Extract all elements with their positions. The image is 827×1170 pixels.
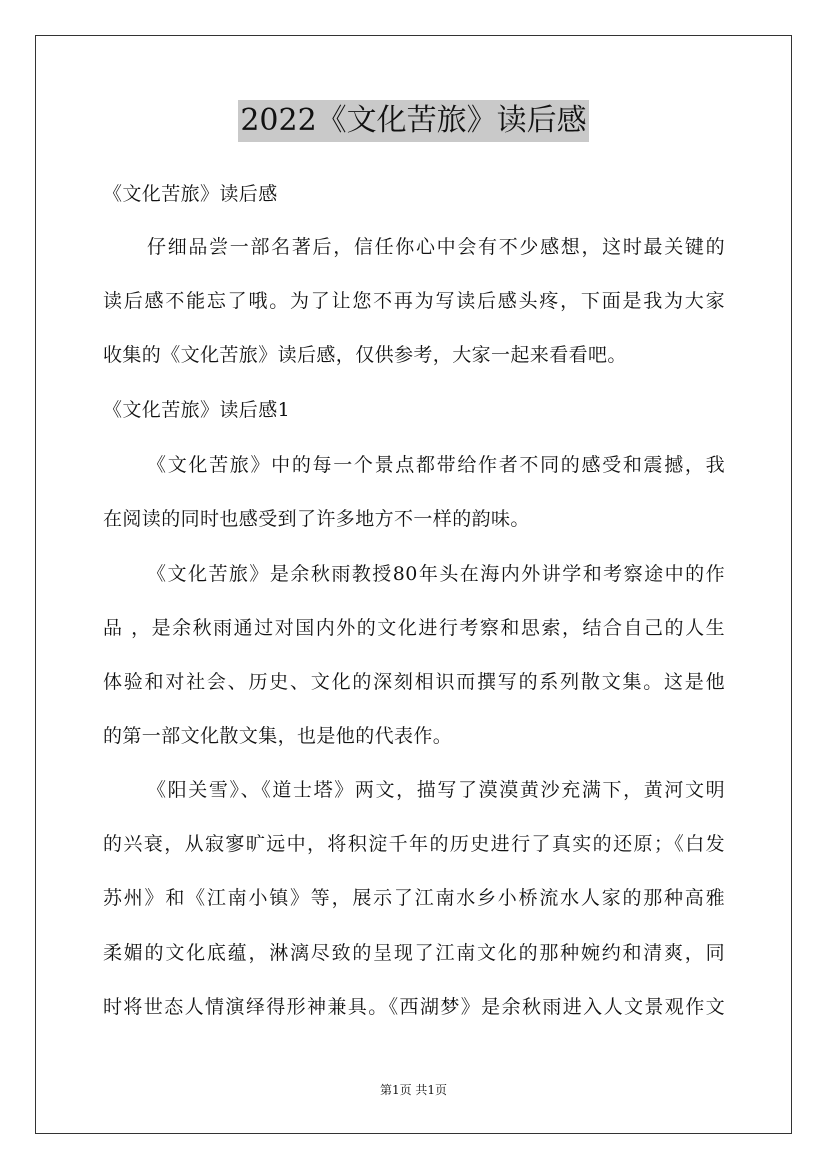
paragraph-line: 仔细品尝一部名著后，信任你心中会有不少感想，这时最关键的 [147,236,725,258]
paragraph-line: 柔媚的文化底蕴，淋漓尽致的呈现了江南文化的那种婉约和清爽，同 [103,942,725,964]
title-wrapper [0,100,827,142]
paragraph-line: 收集的《文化苦旅》读后感，仅供参考，大家一起来看看吧。 [103,344,627,366]
paragraph-line: 体验和对社会、历史、文化的深刻相识而撰写的系列散文集。这是他 [103,671,725,693]
page-number: 第1页 共1页 [379,1083,448,1097]
paragraph-line: 《文化苦旅》中的每一个景点都带给作者不同的感受和震撼，我 [147,454,725,476]
paragraph-line: 《阳关雪》、《道士塔》两文，描写了漠漠黄沙充满下，黄河文明 [147,779,725,801]
paragraph-line: 在阅读的同时也感受到了许多地方不一样的韵味。 [103,508,530,530]
section-heading: 《文化苦旅》读后感1 [103,399,291,421]
paragraph-line: 的兴衰，从寂寥旷远中，将积淀千年的历史进行了真实的还原；《白发 [103,833,725,855]
paragraph-line: 读后感不能忘了哦。为了让您不再为写读后感头疼，下面是我为大家 [103,290,725,312]
paragraph-line: 时将世态人情演绎得形神兼具。《西湖梦》是余秋雨进入人文景观作文 [103,996,725,1018]
paragraph-line: 的第一部文化散文集，也是他的代表作。 [103,725,453,747]
document-title: 2022《文化苦旅》读后感 [238,100,588,142]
paragraph-line: 苏州》和《江南小镇》等，展示了江南水乡小桥流水人家的那种高雅 [103,887,725,909]
section-heading: 《文化苦旅》读后感 [103,183,278,205]
paragraph-line: 品 ，是余秋雨通过对国内外的文化进行考察和思索，结合自己的人生 [103,617,725,639]
paragraph-line: 《文化苦旅》是余秋雨教授80年头在海内外讲学和考察途中的作 [147,563,725,585]
page-footer [0,1082,827,1098]
